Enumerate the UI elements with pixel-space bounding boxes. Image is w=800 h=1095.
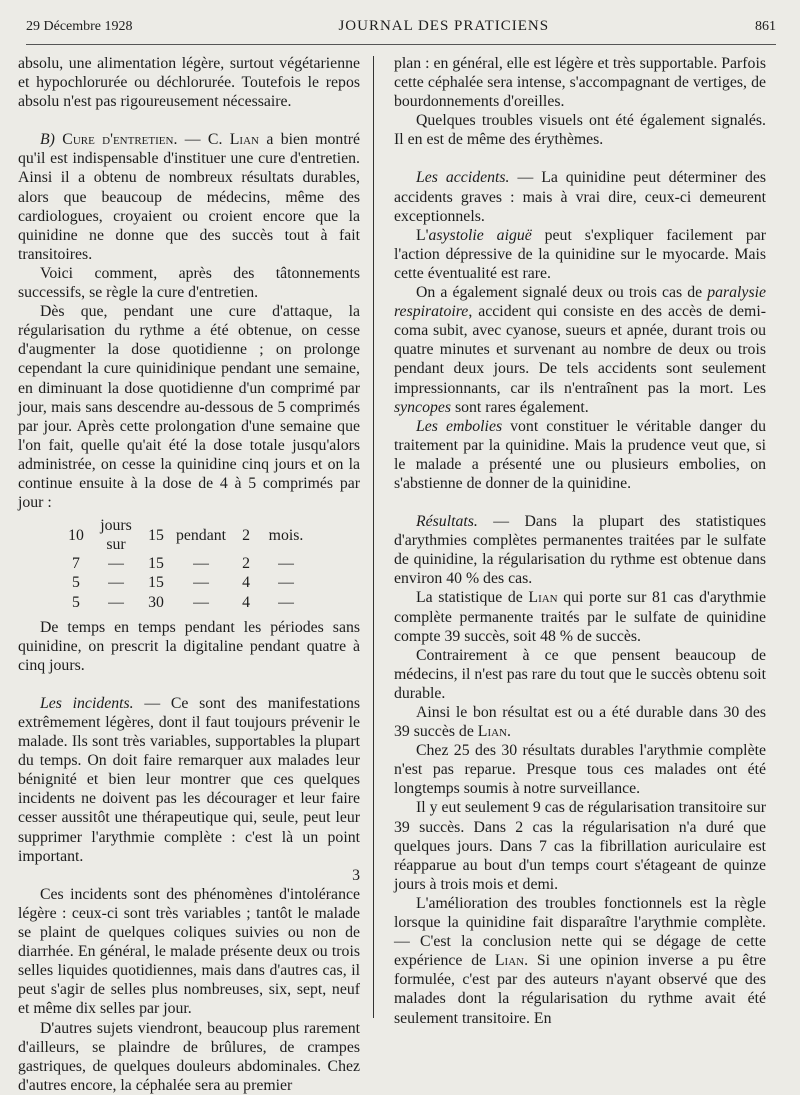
dose-cell-months-unit: — (278, 555, 294, 573)
heading-dash: — C. (177, 131, 230, 149)
journal-title: JOURNAL DES PRATICIENS (338, 18, 550, 34)
page-number: 861 (754, 19, 776, 34)
paragraph-statistique (394, 588, 766, 645)
paragraph-intro: absolu, une alimentation légère, surtout végétarienne et hypochlorurée ou déchlorurée. Toutefois le repos absolu n'est pas rigoureusement nécessaire. (18, 55, 360, 111)
asystolie-prefix: L' (416, 226, 429, 244)
paragraph-embolies (394, 417, 766, 493)
paragraph-dautres-sujets: D'autres sujets viendront, beaucoup plus rarement d'ailleurs, se plaindre de brûlures, de crampes gastriques, de quelques douleurs abdominales. Chez d'autres encore, la céphalée sera au premier (18, 1019, 360, 1094)
dose-cell-months-unit: — (278, 574, 294, 592)
dose-row (64, 593, 314, 612)
term-syncopes: syncopes (394, 398, 452, 416)
embolies-text: vont constituer le véritable danger du traitement par la quinidine. Mais la prudence veut que, si le malade a présenté une ou plusieurs embolies, on s'abstienne de donner de la quinidine. (394, 417, 766, 492)
paragraph-plan: plan : en général, elle est légère et très supportable. Parfois cette céphalée sera intense, s'accompagnant de vertiges, de bourdonnements d'oreilles. (394, 55, 766, 111)
amelioration-text-b: . Si une opinion inverse a pu être formulée, c'est par des auteurs n'ayant observé que des malades dont la régularisation du rythme avait été seulement transitoire. En (394, 952, 766, 1027)
ainsi-text-a: Ainsi le bon résultat est ou a été durable dans 30 des 39 succès de (394, 704, 766, 741)
dose-cell-during: — (193, 555, 209, 573)
dose-cell-unit: — (108, 593, 124, 611)
resultats-text: — Dans la plupart des statistiques d'arythmies complètes permanentes traitées par le sulfate de quinidine, la régularisation du rythme est obtenue dans environ 40 % des cas. (394, 513, 766, 588)
right-column (394, 54, 766, 1028)
dose-row (64, 516, 314, 554)
dose-row (64, 554, 314, 573)
author-lian: Lian (477, 723, 507, 741)
dose-cell-count: 15 (148, 574, 164, 592)
dose-cell-months: 2 (242, 526, 250, 544)
column-number: 3 (352, 866, 360, 884)
paragraph-cure-entretien (18, 130, 360, 264)
dose-cell-during: pendant (176, 526, 227, 544)
paragraph-amelioration (394, 894, 766, 1028)
accidents-text: — La quinidine peut déterminer des accidents graves : mais à vrai dire, ceux-ci demeurent exceptionnels. (394, 169, 766, 225)
asystolie-text: peut s'expliquer facilement par l'action dépressive de la quinidine sur le myocarde. Mais cette éventualité est rare. (394, 226, 766, 282)
term-embolies: Les embolies (416, 417, 503, 435)
dose-cell-count: 15 (148, 555, 164, 573)
dose-cell-months-unit: mois. (268, 526, 304, 544)
paragraph-des-que: Dès que, pendant une cure d'attaque, la régularisation du rythme a été obtenue, on cesse d'augmenter la dose quotidienne ; on prolonge cependant la cure quinidinique pendant une semaine, en diminuant la dose quotidienne d'un comprimé par jour, mais sans descendre au-dessous de 5 comprimés par jour. Après cette prolongation d'une semaine que l'on fait, quelle qu'ait été la dose totale jusqu'alors administrée, on cesse la quinidine cinq jours et on la continue ensuite à la dose de 4 à 5 comprimés par jour : (18, 303, 360, 512)
dose-cell-during: — (193, 574, 209, 592)
author-lian: Lian (229, 131, 259, 149)
paragraph-chez: Chez 25 des 30 résultats durables l'arythmie complète n'est pas reparue. Presque tous ces malades ont été longtemps soumis à notre surveillance. (394, 742, 766, 798)
dose-row (64, 573, 314, 592)
dose-cell-months: 2 (242, 555, 250, 573)
paragraph-ainsi (394, 703, 766, 741)
paragraph-il-y-eut: Il y eut seulement 9 cas de régularisation transitoire sur 39 succès. Dans 2 cas la régularisation n'a duré que quelques jours. Dans 7 cas la fibrillation auriculaire est réapparue au bout d'un temps court s'étageant de quinze jours à trois mois et demi. (394, 799, 766, 893)
paragraph-resultats (394, 512, 766, 588)
syncopes-text: sont rares également. (451, 398, 589, 416)
column-divider (373, 56, 374, 1018)
dose-cell-unit: — (108, 555, 124, 573)
paralysie-text: , accident qui consiste en des accès de demi-coma subit, avec cyanose, sueurs et apnée, durant trois ou quatre minutes et survenant au nombre de deux ou trois pendant deux jours. De tels accidents sont seulement impressionnants, car ils n'entraînent pas la mort. Les (394, 303, 766, 397)
paragraph-contrairement: Contrairement à ce que pensent beaucoup de médecins, il n'est pas rare du tout que le succès obtenu soit durable. (394, 646, 766, 702)
cure-entretien-text: a bien montré qu'il est indispensable d'instituer une cure d'entretien. Ainsi il a obtenu de nombreux résultats durables, alors que beaucoup de médecins, même des cardiologues, croyaient ou croient encore que la quinidine ne donne que des succès tout à fait transitoires. (18, 131, 360, 263)
left-column (18, 54, 360, 1095)
author-lian: Lian (528, 589, 558, 607)
amelioration-text-a: L'amélioration des troubles fonctionnels est la règle lorsque la quinidine fait disparaître l'arythmie complète. — C'est la conclusion nette qui se dégage de cette expérience de (394, 894, 766, 970)
stat-text-a: La statistique de (416, 589, 529, 607)
dose-cell-days: 5 (72, 574, 80, 592)
dose-cell-count: 15 (148, 526, 164, 544)
ainsi-text-b: . (507, 723, 511, 741)
author-lian: Lian (494, 952, 525, 970)
paralysie-prefix: On a également signalé deux ou trois cas de (416, 284, 708, 302)
paragraph-accidents (394, 168, 766, 225)
section-heading-incidents: Les incidents. (40, 694, 134, 712)
section-marker: B) (40, 131, 55, 149)
term-asystolie: asystolie aiguë (428, 226, 532, 244)
dose-cell-count: 30 (148, 593, 164, 611)
dose-cell-unit: — (108, 574, 124, 592)
paragraph-quelques-troubles: Quelques troubles visuels ont été également signalés. Il en est de même des érythèmes. (394, 112, 766, 149)
dose-cell-days: 7 (72, 555, 80, 573)
paragraph-voici: Voici comment, après des tâtonnements successifs, se règle la cure d'entretien. (18, 264, 360, 302)
dose-cell-months-unit: — (278, 593, 294, 611)
paragraph-asystolie (394, 226, 766, 283)
stat-text-b: qui porte sur 81 cas d'arythmie complète permanente traités par le sulfate de quinidine compte 39 succès, soit 48 % de succès. (394, 589, 766, 645)
dose-table (64, 516, 314, 611)
dose-cell-months: 4 (242, 574, 250, 592)
header-date: 29 Décembre 1928 (26, 19, 133, 34)
dose-cell-months: 4 (242, 593, 250, 611)
page-header (26, 18, 776, 45)
dose-cell-unit: jours sur (100, 517, 132, 554)
paragraph-ces-incidents: Ces incidents sont des phénomènes d'intolérance légère : ceux-ci sont très variables ; tantôt le malade se plaint de quelques coliques suivies ou non de diarrhée. En général, le malade présente deux ou trois selles liquides quotidiennes, mais dans d'autres cas, il peut s'agir de selles plus nombreuses, six, sept, neuf et même dix selles par jour. (18, 885, 360, 1018)
dose-cell-days: 10 (68, 526, 84, 544)
incidents-text: — Ce sont des manifestations extrêmement légères, dont il faut toujours prévenir le malade. Ils sont très variables, supportables la plupart du temps. On doit faire remarquer aux malades leur bénignité et bien leur montrer que ces quelques incidents ne doivent pas les décourager et leur faire cesser aussitôt une thérapeutique qui, seule, peut leur supprimer l'arythmie complète : c'est là un point important. (18, 694, 360, 865)
dose-cell-days: 5 (72, 593, 80, 611)
term-paralysie: paralysie respiratoire (394, 284, 766, 321)
section-heading-resultats: Résultats. (416, 513, 478, 531)
section-heading-accidents: Les accidents. (416, 169, 510, 187)
paragraph-paralysie (394, 283, 766, 417)
paragraph-de-temps: De temps en temps pendant les périodes sans quinidine, on prescrit la digitaline pendant quatre à cinq jours. (18, 618, 360, 674)
section-heading-cure-entretien: Cure d'entretien. (62, 131, 178, 149)
dose-cell-during: — (193, 593, 209, 611)
paragraph-incidents (18, 694, 360, 866)
